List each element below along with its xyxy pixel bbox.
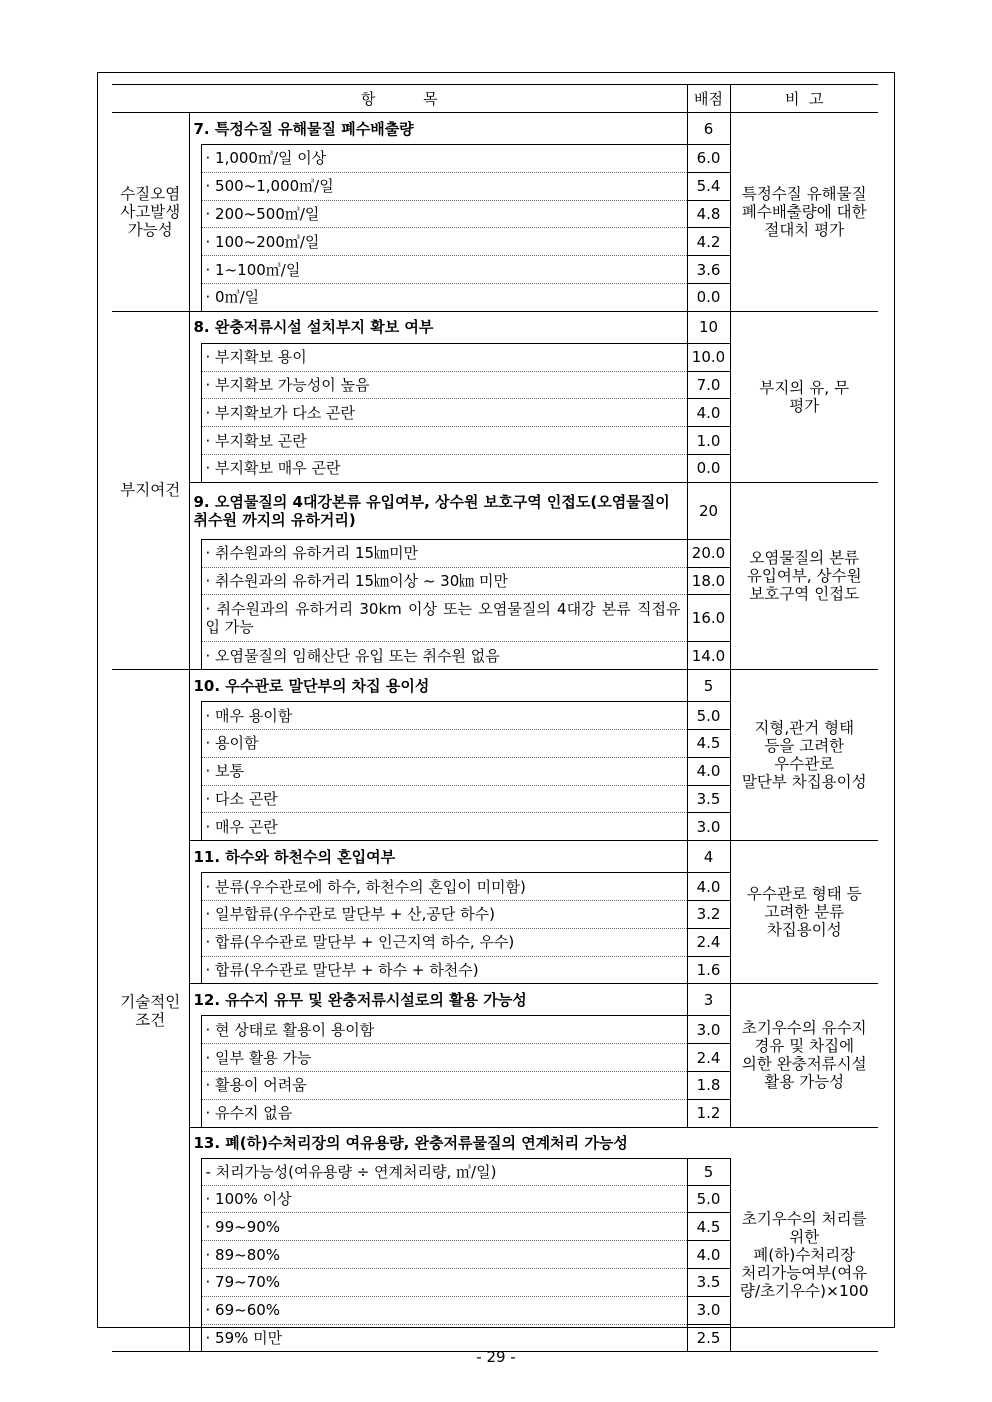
- item-score: 20.0: [687, 539, 730, 567]
- item-score: 16.0: [687, 595, 730, 642]
- section-score: 5: [687, 1158, 730, 1185]
- section-note: 초기우수의 처리를 위한 폐(하)수처리장 처리가능여부(여유 량/초기우수)×100: [739, 1209, 869, 1300]
- list-item: · 부지확보 매우 곤란: [201, 454, 687, 482]
- item-score: 4.0: [687, 399, 730, 427]
- list-item: · 오염물질의 임해산단 유입 또는 취수원 없음: [201, 642, 687, 670]
- section-title: 10. 우수관로 말단부의 차집 용이성: [189, 670, 687, 702]
- section-title: 11. 하수와 하천수의 혼입여부: [189, 841, 687, 873]
- item-score: 3.0: [687, 1296, 730, 1324]
- section-note: 지형,관거 형태 등을 고려한 우수관로 말단부 차집용이성: [730, 670, 878, 841]
- item-score: 3.2: [687, 900, 730, 928]
- item-score: 4.5: [687, 729, 730, 757]
- item-score: 5.0: [687, 1185, 730, 1213]
- list-item: · 매우 용이함: [201, 702, 687, 730]
- section-title: 13. 폐(하)수처리장의 여유용량, 완충저류물질의 연계처리 가능성: [189, 1127, 878, 1158]
- section-note: 부지의 유, 무 평가: [730, 311, 878, 482]
- item-score: 3.6: [687, 256, 730, 284]
- list-item: · 부지확보 곤란: [201, 427, 687, 455]
- item-score: 18.0: [687, 567, 730, 595]
- list-item: · 분류(우수관로에 하수, 하천수의 혼입이 미미함): [201, 873, 687, 901]
- list-item: · 취수원과의 유하거리 15㎞미만: [201, 539, 687, 567]
- list-item: · 69~60%: [201, 1296, 687, 1324]
- list-item: · 합류(우수관로 말단부 + 인근지역 하수, 우수): [201, 928, 687, 956]
- list-item: · 유수지 없음: [201, 1099, 687, 1127]
- evaluation-table: [112, 84, 878, 1352]
- list-item: · 합류(우수관로 말단부 + 하수 + 하천수): [201, 956, 687, 984]
- item-score: 0.0: [687, 454, 730, 482]
- list-item: · 99~90%: [201, 1213, 687, 1241]
- section-title: 9. 오염물질의 4대강본류 유입여부, 상수원 보호구역 인접도(오염물질이 취수원 까지의 유하거리): [189, 482, 687, 539]
- list-item: · 취수원과의 유하거리 15㎞이상 ~ 30㎞ 미만: [201, 567, 687, 595]
- item-score: 5.4: [687, 172, 730, 200]
- item-score: 1.8: [687, 1071, 730, 1099]
- item-score: 4.2: [687, 228, 730, 256]
- list-item: · 용이함: [201, 729, 687, 757]
- list-item: · 1,000㎥/일 이상: [201, 145, 687, 173]
- item-score: 2.5: [687, 1324, 730, 1352]
- list-item: · 100~200㎥/일: [201, 228, 687, 256]
- section-score: 10: [687, 311, 730, 343]
- item-score: 4.0: [687, 873, 730, 901]
- category-site: 부지여건: [112, 311, 189, 669]
- section-score: 6: [687, 113, 730, 145]
- list-item: · 100% 이상: [201, 1185, 687, 1213]
- section-note: 특정수질 유해물질 폐수배출량에 대한 절대치 평가: [730, 113, 878, 312]
- page-number: - 29 -: [476, 1348, 516, 1366]
- item-score: 10.0: [687, 343, 730, 371]
- section-score: 5: [687, 670, 730, 702]
- item-score: 0.0: [687, 283, 730, 311]
- item-score: 3.5: [687, 1268, 730, 1296]
- list-item: · 다소 곤란: [201, 785, 687, 813]
- item-score: 7.0: [687, 371, 730, 399]
- list-item: · 활용이 어려움: [201, 1071, 687, 1099]
- header-score: 배점: [687, 85, 730, 113]
- section-title: 8. 완충저류시설 설치부지 확보 여부: [189, 311, 687, 343]
- section-title: 7. 특정수질 유해물질 폐수배출량: [189, 113, 687, 145]
- section-note: 오염물질의 본류 유입여부, 상수원 보호구역 인접도: [730, 482, 878, 669]
- item-score: 1.0: [687, 427, 730, 455]
- item-score: 4.0: [687, 757, 730, 785]
- list-item: · 매우 곤란: [201, 813, 687, 841]
- list-item: · 부지확보 용이: [201, 343, 687, 371]
- section-title: 12. 유수지 유무 및 완충저류시설로의 활용 가능성: [189, 984, 687, 1016]
- item-score: 4.5: [687, 1213, 730, 1241]
- category-tech: 기술적인 조건: [112, 670, 189, 1352]
- list-item: · 79~70%: [201, 1268, 687, 1296]
- item-score: 2.4: [687, 928, 730, 956]
- section-note: 초기우수의 유수지 경유 및 차집에 의한 완충저류시설 활용 가능성: [730, 984, 878, 1127]
- header-note: 비 고: [730, 85, 878, 113]
- item-score: 3.5: [687, 785, 730, 813]
- item-score: 6.0: [687, 145, 730, 173]
- list-item: · 500~1,000㎥/일: [201, 172, 687, 200]
- list-item: · 일부합류(우수관로 말단부 + 산,공단 하수): [201, 900, 687, 928]
- list-item: · 일부 활용 가능: [201, 1044, 687, 1072]
- item-score: 1.2: [687, 1099, 730, 1127]
- list-item: · 0㎥/일: [201, 283, 687, 311]
- item-score: 4.0: [687, 1241, 730, 1269]
- list-item: · 부지확보 가능성이 높음: [201, 371, 687, 399]
- section-score: 20: [687, 482, 730, 539]
- section-subtitle: - 처리가능성(여유용량 ÷ 연계처리량, ㎥/일): [201, 1158, 687, 1185]
- header-item: 항 목: [112, 85, 687, 113]
- list-item: · 59% 미만: [201, 1324, 687, 1352]
- list-item: · 보통: [201, 757, 687, 785]
- category-water: 수질오염 사고발생 가능성: [112, 113, 189, 312]
- section-score: 3: [687, 984, 730, 1016]
- list-item: · 부지확보가 다소 곤란: [201, 399, 687, 427]
- item-score: 2.4: [687, 1044, 730, 1072]
- list-item: · 200~500㎥/일: [201, 200, 687, 228]
- item-score: 14.0: [687, 642, 730, 670]
- list-item: · 89~80%: [201, 1241, 687, 1269]
- item-score: 1.6: [687, 956, 730, 984]
- list-item: · 취수원과의 유하거리 30km 이상 또는 오염물질의 4대강 본류 직접유입 가능: [201, 595, 687, 642]
- item-score: 3.0: [687, 813, 730, 841]
- section-note: 우수관로 형태 등 고려한 분류 차집용이성: [730, 841, 878, 984]
- item-score: 5.0: [687, 702, 730, 730]
- section-score: 4: [687, 841, 730, 873]
- item-score: 3.0: [687, 1016, 730, 1044]
- list-item: · 현 상태로 활용이 용이함: [201, 1016, 687, 1044]
- item-score: 4.8: [687, 200, 730, 228]
- list-item: · 1~100㎥/일: [201, 256, 687, 284]
